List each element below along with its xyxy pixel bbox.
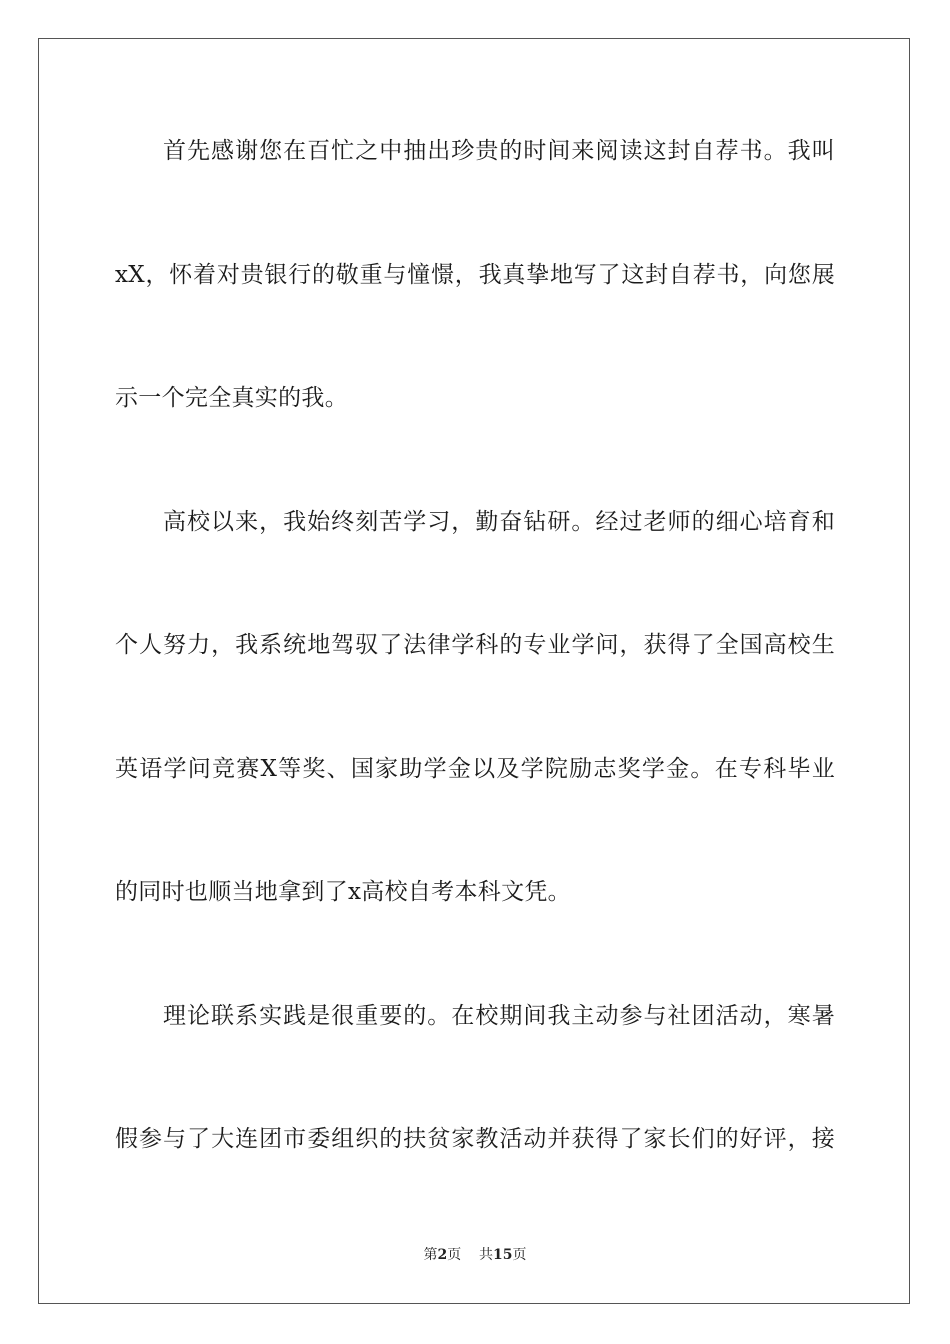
text-line: 首先感谢您在百忙之中抽出珍贵的时间来阅读这封自荐书。我叫 — [163, 138, 835, 164]
footer-page-prefix: 第 — [423, 1247, 438, 1263]
text-line: xX，怀着对贵银行的敬重与憧憬，我真挚地写了这封自荐书，向您展 — [115, 262, 835, 288]
footer-total-unit: 页 — [512, 1247, 527, 1263]
footer-page-total: 15 — [493, 1247, 513, 1263]
text-line: 的同时也顺当地拿到了x高校自考本科文凭。 — [115, 879, 571, 905]
footer-page-unit: 页 — [447, 1247, 462, 1263]
page-border — [38, 38, 910, 1304]
page-footer — [0, 1246, 950, 1264]
text-line: 理论联系实践是很重要的。在校期间我主动参与社团活动，寒暑 — [163, 1003, 835, 1029]
text-line: 假参与了大连团市委组织的扶贫家教活动并获得了家长们的好评，接 — [115, 1126, 835, 1152]
text-line: 英语学问竞赛X等奖、国家助学金以及学院励志奖学金。在专科毕业 — [115, 756, 835, 782]
text-line: 个人努力，我系统地驾驭了法律学科的专业学问，获得了全国高校生 — [115, 632, 835, 658]
footer-total-prefix: 共 — [479, 1247, 494, 1263]
text-line: 示一个完全真实的我。 — [115, 385, 348, 411]
text-line: 高校以来，我始终刻苦学习，勤奋钻研。经过老师的细心培育和 — [163, 509, 835, 535]
footer-page-current: 2 — [437, 1247, 448, 1263]
